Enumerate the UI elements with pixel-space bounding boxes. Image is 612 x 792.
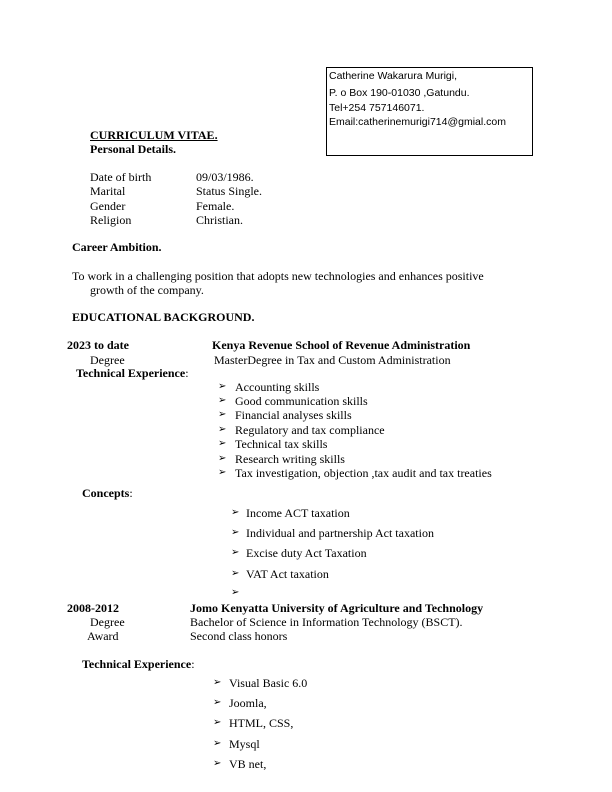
entry2-award-value: Second class honors <box>190 629 288 643</box>
entry2-tech-heading <box>82 657 195 671</box>
entry2-skill-1: Visual Basic 6.0 <box>229 676 308 690</box>
personal-value-gender: Female. <box>196 199 235 213</box>
career-text-line2: growth of the company. <box>90 283 204 297</box>
career-text-line1: To work in a challenging position that adopts new technologies and enhances positive <box>72 269 484 283</box>
entry2-skill-5: VB net, <box>229 757 267 771</box>
personal-details-heading: Personal Details. <box>90 142 176 156</box>
concept-1: Income ACT taxation <box>246 506 350 520</box>
personal-label-marital: Marital <box>90 184 126 198</box>
entry2-tech-label: Technical Experience <box>82 657 192 671</box>
arrow-bullet-icon: ➢ <box>218 424 227 435</box>
entry2-award-label: Award <box>87 629 119 643</box>
arrow-bullet-icon: ➢ <box>213 717 222 728</box>
entry1-degree-label: Degree <box>90 353 125 367</box>
arrow-bullet-icon: ➢ <box>213 677 222 688</box>
personal-label-religion: Religion <box>90 213 132 227</box>
entry1-tech-colon: : <box>185 366 189 380</box>
arrow-bullet-icon: ➢ <box>213 697 222 708</box>
entry2-skill-4: Mysql <box>229 737 260 751</box>
contact-phone: Tel+254 757146071. <box>329 102 425 114</box>
entry1-skill-4: Regulatory and tax compliance <box>235 423 385 437</box>
arrow-bullet-icon: ➢ <box>218 381 227 392</box>
personal-value-religion: Christian. <box>196 213 243 227</box>
entry1-period: 2023 to date <box>67 338 129 352</box>
arrow-bullet-icon: ➢ <box>231 547 240 558</box>
contact-box <box>326 67 533 156</box>
arrow-bullet-icon: ➢ <box>218 453 227 464</box>
concepts-heading <box>82 486 133 500</box>
contact-address: P. o Box 190-01030 ,Gatundu. <box>329 87 470 99</box>
arrow-bullet-icon: ➢ <box>231 587 240 598</box>
entry2-period: 2008-2012 <box>67 601 119 615</box>
entry1-skill-1: Accounting skills <box>235 380 320 394</box>
arrow-bullet-icon: ➢ <box>213 758 222 769</box>
arrow-bullet-icon: ➢ <box>213 738 222 749</box>
entry1-tech-heading <box>76 366 189 380</box>
entry2-institution: Jomo Kenyatta University of Agriculture and Technology <box>190 601 484 615</box>
personal-label-dob: Date of birth <box>90 170 152 184</box>
entry1-skill-2: Good communication skills <box>235 394 368 408</box>
education-heading: EDUCATIONAL BACKGROUND. <box>72 310 255 324</box>
contact-name: Catherine Wakarura Murigi, <box>329 70 457 82</box>
entry2-skill-2: Joomla, <box>229 696 267 710</box>
arrow-bullet-icon: ➢ <box>218 438 227 449</box>
career-heading: Career Ambition. <box>72 240 162 254</box>
personal-label-gender: Gender <box>90 199 126 213</box>
document-title: CURRICULUM VITAE. <box>90 128 218 142</box>
arrow-bullet-icon: ➢ <box>231 568 240 579</box>
concept-3: Excise duty Act Taxation <box>246 546 367 560</box>
entry1-skill-3: Financial analyses skills <box>235 408 352 422</box>
entry2-skill-3: HTML, CSS, <box>229 716 294 730</box>
arrow-bullet-icon: ➢ <box>231 527 240 538</box>
entry1-skill-7: Tax investigation, objection ,tax audit and tax treaties <box>235 466 492 480</box>
concepts-label: Concepts <box>82 486 130 500</box>
arrow-bullet-icon: ➢ <box>218 409 227 420</box>
entry2-tech-colon: : <box>191 657 195 671</box>
concept-2: Individual and partnership Act taxation <box>246 526 434 540</box>
entry1-institution: Kenya Revenue School of Revenue Administration <box>212 338 471 352</box>
entry1-skill-6: Research writing skills <box>235 452 345 466</box>
entry1-degree-value: MasterDegree in Tax and Custom Administration <box>214 353 451 367</box>
entry2-degree-value: Bachelor of Science in Information Technology (BSCT). <box>190 615 463 629</box>
entry1-skill-5: Technical tax skills <box>235 437 328 451</box>
entry2-degree-label: Degree <box>90 615 125 629</box>
arrow-bullet-icon: ➢ <box>218 395 227 406</box>
arrow-bullet-icon: ➢ <box>218 467 227 478</box>
concepts-colon: : <box>129 486 133 500</box>
arrow-bullet-icon: ➢ <box>231 507 240 518</box>
personal-value-marital: Status Single. <box>196 184 263 198</box>
contact-email: Email:catherinemurigi714@gmial.com <box>329 116 506 128</box>
concept-4: VAT Act taxation <box>246 567 329 581</box>
personal-value-dob: 09/03/1986. <box>196 170 254 184</box>
entry1-tech-label: Technical Experience <box>76 366 186 380</box>
